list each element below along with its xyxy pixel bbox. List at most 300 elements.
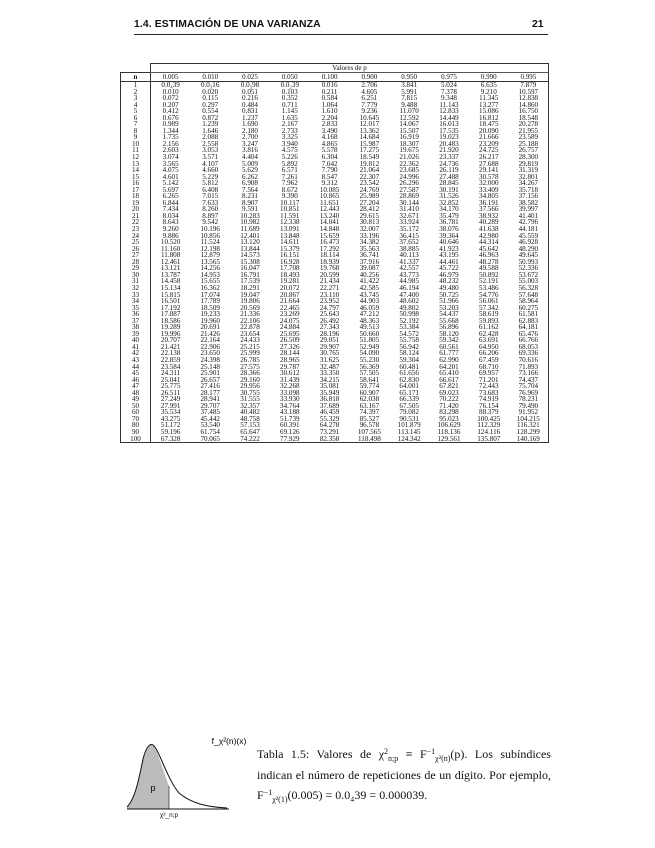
quantile-cell: 51.966 <box>439 297 459 306</box>
quantile-cell: 21.026 <box>399 153 419 162</box>
quantile-cell: 46.459 <box>319 408 340 417</box>
quantile-cell: 63.691 <box>479 336 499 345</box>
n-value-cell: 80 <box>121 422 151 429</box>
quantile-cell: 21.664 <box>280 297 300 306</box>
n-value-cell: 39 <box>121 331 151 338</box>
quantile-cell: 66.766 <box>509 337 549 344</box>
n-value-cell: 24 <box>121 233 151 240</box>
quantile-cell: 118.136 <box>437 427 461 436</box>
quantile-cell: 112.329 <box>477 421 501 430</box>
quantile-cell: 59.304 <box>399 355 419 364</box>
quantile-cell: 96.578 <box>359 421 380 430</box>
quantile-cell: 2.204 <box>321 113 338 122</box>
quantile-cell: 55.329 <box>319 414 340 423</box>
quantile-cell: 4.075 <box>162 166 179 175</box>
n-value-cell: 49 <box>121 396 151 403</box>
quantile-cell: 13.844 <box>240 244 260 253</box>
quantile-cell: 61.656 <box>399 369 419 378</box>
n-value-cell: 15 <box>121 174 151 181</box>
quantile-cell: 67.328 <box>151 436 191 443</box>
quantile-cell: 16.919 <box>399 133 419 142</box>
n-value-cell: 13 <box>121 161 151 168</box>
quantile-cell: 33.196 <box>359 231 380 240</box>
quantile-cell: 75.704 <box>509 383 549 390</box>
quantile-cell: 28.965 <box>280 355 300 364</box>
quantile-cell: 22.906 <box>200 342 220 351</box>
quantile-cell: 24.797 <box>319 303 340 312</box>
quantile-cell: 104.215 <box>509 416 549 423</box>
quantile-cell: 7.042 <box>321 159 338 168</box>
quantile-cell: 20.569 <box>240 303 260 312</box>
quantile-cell: 62.990 <box>439 355 459 364</box>
n-value-cell: 48 <box>121 390 151 397</box>
quantile-cell: 24.075 <box>280 316 300 325</box>
quantile-cell: 17.292 <box>319 244 340 253</box>
quantile-cell: 13.091 <box>280 225 300 234</box>
n-value-cell: 10 <box>121 141 151 148</box>
quantile-cell: 18.509 <box>200 303 220 312</box>
quantile-cell: 28.941 <box>200 395 220 404</box>
quantile-cell: 9.488 <box>401 100 418 109</box>
quantile-cell: 27.249 <box>160 395 181 404</box>
quantile-cell: 28.177 <box>200 388 220 397</box>
page-number: 21 <box>532 19 544 30</box>
quantile-cell: 54.572 <box>399 329 419 338</box>
quantile-cell: 17.887 <box>160 310 181 319</box>
quantile-cell: 34.267 <box>509 180 549 187</box>
quantile-cell: 50.892 <box>479 270 499 279</box>
quantile-cell: 91.952 <box>509 409 549 416</box>
quantile-cell: 37.485 <box>200 408 220 417</box>
quantile-cell: 22.878 <box>240 323 260 332</box>
quantile-cell: 7.815 <box>401 94 418 103</box>
quantile-cell: 0.872 <box>202 113 219 122</box>
quantile-cell: 7.564 <box>242 185 258 194</box>
n-value-cell: 40 <box>121 337 151 344</box>
quantile-cell: 31.526 <box>439 192 459 201</box>
quantile-cell: 20.278 <box>509 121 549 128</box>
quantile-cell: 27.488 <box>439 172 459 181</box>
quantile-cell: 20.707 <box>160 336 181 345</box>
quantile-cell: 58.619 <box>479 310 499 319</box>
quantile-cell: 42.557 <box>399 264 419 273</box>
n-value-cell: 29 <box>121 265 151 272</box>
quantile-cell: 90.531 <box>399 414 419 423</box>
curve-label: f_χ²(n)(x) <box>211 736 247 746</box>
quantile-cell: 40.289 <box>479 218 499 227</box>
quantile-cell: 26.492 <box>319 316 340 325</box>
quantile-cell: 27.575 <box>240 362 260 371</box>
quantile-cell: 88.379 <box>479 408 499 417</box>
quantile-cell: 28.196 <box>319 329 340 338</box>
quantile-cell: 4.601 <box>162 172 179 181</box>
quantile-cell: 10.851 <box>280 205 300 214</box>
quantile-cell: 25.188 <box>509 141 549 148</box>
quantile-cell: 30.755 <box>240 388 260 397</box>
quantile-cell: 69.957 <box>479 369 499 378</box>
quantile-cell: 3.841 <box>401 81 418 89</box>
quantile-cell: 7.779 <box>361 100 378 109</box>
quantile-cell: 20.072 <box>280 283 300 292</box>
quantile-cell: 51.172 <box>160 421 181 430</box>
quantile-cell: 54.776 <box>479 290 499 299</box>
n-value-cell: 36 <box>121 311 151 318</box>
quantile-cell: 61.754 <box>200 427 220 436</box>
quantile-cell: 24.996 <box>399 172 419 181</box>
quantile-cell: 8.897 <box>202 211 219 220</box>
quantile-cell: 44.461 <box>439 257 459 266</box>
quantile-cell: 71.893 <box>509 364 549 371</box>
quantile-cell: 19.289 <box>160 323 181 332</box>
quantile-cell: 24.725 <box>479 146 499 155</box>
quantile-cell: 23.952 <box>319 297 340 306</box>
quantile-cell: 0.216 <box>242 94 258 103</box>
quantile-cell: 31.319 <box>509 167 549 174</box>
quantile-cell: 52.336 <box>509 265 549 272</box>
quantile-cell: 32.000 <box>479 179 499 188</box>
quantile-cell: 42.980 <box>479 231 499 240</box>
quantile-cell: 15.379 <box>280 244 300 253</box>
n-value-cell: 50 <box>121 403 151 410</box>
quantile-cell: 4.660 <box>202 166 219 175</box>
quantile-cell: 62.883 <box>509 318 549 325</box>
quantile-cell: 1.237 <box>242 113 258 122</box>
quantile-cell: 48.232 <box>439 277 459 286</box>
quantile-cell: 13.565 <box>200 257 220 266</box>
quantile-cell: 48.278 <box>479 257 499 266</box>
quantile-cell: 0.103 <box>281 87 298 96</box>
quantile-cell: 12.198 <box>200 244 220 253</box>
n-value-cell: 7 <box>121 121 151 128</box>
quantile-cell: 44.314 <box>479 238 499 247</box>
quantile-cell: 7.434 <box>162 205 179 214</box>
quantile-cell: 23.110 <box>319 290 340 299</box>
n-value-cell: 22 <box>121 219 151 226</box>
quantile-cell: 33.930 <box>280 395 300 404</box>
n-value-cell: 43 <box>121 357 151 364</box>
table-caption: Tabla 1.5: Valores de $\chi^2_{n;p} \equiv F^{-1}_{\chi^2(n)}(p)$. Los subíndices indican el número de repeticiones de un dígito. Por ejemplo, $F^{-1}_{\chi^2(1)}(0.005) = 0.0_439 = 0.000039$. <box>257 747 551 804</box>
quantile-cell: 6.844 <box>162 198 179 207</box>
quantile-cell: 25.215 <box>240 342 260 351</box>
quantile-cell: 29.907 <box>319 342 340 351</box>
quantile-cell: 128.299 <box>509 429 549 436</box>
quantile-cell: 52.192 <box>399 316 419 325</box>
quantile-cell: 24.311 <box>161 369 181 378</box>
quantile-cell: 18.493 <box>280 270 300 279</box>
quantile-cell: 53.540 <box>200 421 220 430</box>
quantile-cell: 35.534 <box>160 408 181 417</box>
quantile-cell: 10.283 <box>240 211 260 220</box>
quantile-cell: 79.082 <box>399 408 419 417</box>
quantile-cell: 41.923 <box>439 244 459 253</box>
quantile-cell: 67.459 <box>479 355 499 364</box>
quantile-cell: 35.081 <box>319 382 340 391</box>
quantile-cell: 29.956 <box>240 382 260 391</box>
quantile-cell: 56.369 <box>359 362 380 371</box>
quantile-cell: 6.635 <box>480 81 497 89</box>
quantile-cell: 23.654 <box>240 329 260 338</box>
quantile-cell: 116.321 <box>509 422 549 429</box>
quantile-cell: 29.141 <box>479 166 499 175</box>
quantile-cell: 12.017 <box>359 120 380 129</box>
quantile-cell: 11.070 <box>399 107 419 116</box>
quantile-cell: 41.638 <box>479 225 499 234</box>
quantile-cell: 45.559 <box>509 233 549 240</box>
area-label-p: p <box>150 783 156 793</box>
quantile-cell: 53.672 <box>509 272 549 279</box>
quantile-cell: 35.949 <box>319 388 340 397</box>
n-value-cell: 26 <box>121 246 151 253</box>
quantile-cell: 69.336 <box>509 350 549 357</box>
quantile-cell: 66.617 <box>439 375 459 384</box>
quantile-cell: 14.953 <box>200 270 220 279</box>
quantile-cell: 25.643 <box>319 310 340 319</box>
quantile-cell: 22.106 <box>240 316 260 325</box>
quantile-cell: 73.166 <box>509 370 549 377</box>
quantile-cell: 0.484 <box>242 100 258 109</box>
quantile-cell: 129.561 <box>429 436 469 443</box>
quantile-cell: 0.297 <box>202 100 219 109</box>
quantile-cell: 22.271 <box>319 283 340 292</box>
quantile-cell: 9.312 <box>321 179 338 188</box>
quantile-cell: 46.979 <box>439 270 459 279</box>
quantile-cell: 7.879 <box>509 82 549 89</box>
quantile-cell: 68.710 <box>479 362 499 371</box>
quantile-cell: 16.791 <box>240 270 260 279</box>
quantile-cell: 0.211 <box>321 87 338 96</box>
quantile-cell: 59.196 <box>160 427 181 436</box>
quantile-cell: 2.558 <box>202 139 219 148</box>
quantile-cell: 13.787 <box>160 270 181 279</box>
quantile-cell: 58.964 <box>509 298 549 305</box>
quantile-cell: 19.281 <box>280 277 300 286</box>
quantile-cell: 11.345 <box>479 94 499 103</box>
quantile-cell: 16.013 <box>439 120 459 129</box>
quantile-cell: 5.229 <box>202 172 219 181</box>
quantile-cell: 4.107 <box>202 159 219 168</box>
quantile-cell: 22.307 <box>359 172 380 181</box>
quantile-cell: 19.047 <box>240 290 260 299</box>
n-value-cell: 25 <box>121 239 151 246</box>
quantile-cell: 56.061 <box>479 297 499 306</box>
quantile-cell: 49.480 <box>439 283 459 292</box>
quantile-cell: 26.509 <box>280 336 300 345</box>
p-column-header: 0.950 <box>389 73 429 82</box>
p-column-header: 0.990 <box>469 73 509 82</box>
quantile-cell: 67.821 <box>439 382 459 391</box>
quantile-cell: 61.581 <box>509 311 549 318</box>
quantile-cell: 33.350 <box>319 369 340 378</box>
n-value-cell: 30 <box>121 272 151 279</box>
quantile-cell: 67.505 <box>399 401 419 410</box>
quantile-cell: 6.304 <box>321 153 338 162</box>
quantile-cell: 12.879 <box>200 251 220 260</box>
quantile-cell: 20.090 <box>479 126 499 135</box>
quantile-cell: 3.816 <box>242 146 258 155</box>
quantile-cell: 19.806 <box>240 297 260 306</box>
quantile-cell: 15.655 <box>200 277 220 286</box>
quantile-cell: 45.442 <box>200 414 220 423</box>
quantile-cell: 14.573 <box>240 251 260 260</box>
quantile-cell: 55.230 <box>359 355 380 364</box>
quantile-cell: 3.325 <box>281 133 298 142</box>
quantile-cell: 0.412 <box>162 107 179 116</box>
n-value-cell: 41 <box>121 344 151 351</box>
quantile-cell: 50.993 <box>509 259 549 266</box>
n-value-cell: 100 <box>121 436 151 443</box>
quantile-cell: 13.362 <box>359 126 380 135</box>
quantile-cell: 0.051 <box>242 87 258 96</box>
n-value-cell: 34 <box>121 298 151 305</box>
quantile-cell: 20.867 <box>280 290 300 299</box>
quantile-cell: 16.501 <box>160 297 181 306</box>
quantile-cell: 16.812 <box>479 113 499 122</box>
quantile-cell: 43.773 <box>399 270 419 279</box>
quantile-cell: 0.831 <box>242 107 258 116</box>
n-value-cell: 35 <box>121 305 151 312</box>
n-value-cell: 5 <box>121 108 151 115</box>
quantile-cell: 17.275 <box>359 146 380 155</box>
quantile-cell: 19.812 <box>359 159 380 168</box>
quantile-cell: 14.458 <box>160 277 181 286</box>
quantile-cell: 118.498 <box>349 436 389 443</box>
n-value-cell: 27 <box>121 252 151 259</box>
quantile-cell: 32.801 <box>509 174 549 181</box>
quantile-cell: 34.805 <box>479 192 499 201</box>
quantile-cell: 12.443 <box>319 205 340 214</box>
quantile-cell: 70.222 <box>439 395 459 404</box>
quantile-cell: 70.065 <box>190 436 230 443</box>
quantile-cell: 32.487 <box>319 362 340 371</box>
n-value-cell: 90 <box>121 429 151 436</box>
quantile-cell: 10.865 <box>319 192 340 201</box>
quantile-cell: 2.180 <box>242 126 258 135</box>
quantile-cell: 66.339 <box>399 395 419 404</box>
quantile-cell: 72.443 <box>479 382 499 391</box>
quantile-cell: 66.206 <box>479 349 499 358</box>
quantile-cell: 27.326 <box>280 342 300 351</box>
quantile-cell: 14.860 <box>509 102 549 109</box>
quantile-cell: 49.802 <box>399 303 419 312</box>
quantile-cell: 0.584 <box>321 94 338 103</box>
quantile-cell: 5.226 <box>281 153 298 162</box>
n-value-cell: 21 <box>121 213 151 220</box>
quantile-cell: 19.768 <box>319 264 340 273</box>
quantile-cell: 27.416 <box>200 382 220 391</box>
quantile-cell: 2.603 <box>162 146 179 155</box>
quantile-cell: 13.848 <box>280 231 300 240</box>
quantile-cell: 6.571 <box>281 166 298 175</box>
quantile-cell: 31.555 <box>240 395 260 404</box>
quantile-cell: 57.648 <box>509 292 549 299</box>
quantile-cell: 49.588 <box>479 264 499 273</box>
quantile-cell: 8.260 <box>202 205 219 214</box>
n-value-cell: 45 <box>121 370 151 377</box>
n-value-cell: 47 <box>121 383 151 390</box>
quantile-cell: 60.561 <box>439 342 459 351</box>
quantile-cell: 55.003 <box>509 278 549 285</box>
quantile-cell: 19.023 <box>439 133 459 142</box>
quantile-cell: 25.901 <box>200 369 220 378</box>
quantile-cell: 124.342 <box>389 436 429 443</box>
quantile-cell: 62.038 <box>359 395 380 404</box>
quantile-cell: 107.565 <box>357 427 381 436</box>
quantile-cell: 14.449 <box>439 113 459 122</box>
quantile-cell: 3.247 <box>242 139 258 148</box>
quantile-cell: 36.741 <box>359 251 380 260</box>
quantile-cell: 30.144 <box>399 198 419 207</box>
quantile-cell: 6.262 <box>242 172 258 181</box>
quantile-cell: 57.505 <box>359 369 380 378</box>
quantile-cell: 21.336 <box>240 310 260 319</box>
quantile-cell: 6.265 <box>162 192 179 201</box>
quantile-cell: 30.612 <box>280 369 300 378</box>
quantile-cell: 50.725 <box>439 290 459 299</box>
quantile-cell: 24.398 <box>200 355 220 364</box>
quantile-cell: 17.535 <box>439 126 459 135</box>
quantile-cell: 14.067 <box>399 120 419 129</box>
chi-square-quantile-table <box>120 63 549 443</box>
quantile-cell: 15.507 <box>399 126 419 135</box>
n-value-cell: 60 <box>121 409 151 416</box>
quantile-cell: 7.962 <box>281 179 298 188</box>
quantile-cell: 59.774 <box>359 382 380 391</box>
quantile-cell: 44.181 <box>509 226 549 233</box>
quantile-cell: 71.201 <box>479 375 499 384</box>
n-value-cell: 70 <box>121 416 151 423</box>
quantile-cell: 22.138 <box>160 349 181 358</box>
quantile-cell: 39.087 <box>359 264 380 273</box>
quantile-cell: 0.0₄39 <box>161 81 180 89</box>
p-column-header: 0.900 <box>349 73 389 82</box>
quantile-cell: 76.154 <box>479 401 499 410</box>
p-column-header: 0.050 <box>270 73 310 82</box>
p-column-header: 0.100 <box>310 73 350 82</box>
quantile-cell: 34.215 <box>319 375 340 384</box>
n-value-cell: 42 <box>121 350 151 357</box>
quantile-cell: 35.718 <box>509 187 549 194</box>
quantile-cell: 36.415 <box>399 231 419 240</box>
quantile-cell: 35.563 <box>359 244 380 253</box>
quantile-cell: 70.616 <box>509 357 549 364</box>
quantile-cell: 135.807 <box>469 436 509 443</box>
n-value-cell: 1 <box>121 82 151 89</box>
quantile-cell: 4.404 <box>242 153 258 162</box>
quantile-cell: 9.348 <box>440 94 457 103</box>
quantile-cell: 6.408 <box>202 185 219 194</box>
quantile-cell: 9.591 <box>242 205 258 214</box>
quantile-cell: 58.120 <box>439 329 459 338</box>
p-column-header: 0.010 <box>190 73 230 82</box>
quantile-cell: 10.117 <box>280 198 300 207</box>
n-value-cell: 38 <box>121 324 151 331</box>
quantile-cell: 33.924 <box>399 218 419 227</box>
quantile-cell: 65.476 <box>509 331 549 338</box>
quantile-cell: 74.397 <box>359 408 380 417</box>
n-value-cell: 11 <box>121 147 151 154</box>
quantile-cell: 26.785 <box>240 355 260 364</box>
quantile-cell: 1.145 <box>281 107 298 116</box>
quantile-cell: 0.115 <box>202 94 219 103</box>
quantile-cell: 38.932 <box>479 211 499 220</box>
quantile-cell: 53.486 <box>479 283 499 292</box>
quantile-cell: 18.291 <box>240 283 260 292</box>
quantile-cell: 43.745 <box>359 290 380 299</box>
quantile-cell: 1.735 <box>162 133 179 142</box>
quantile-cell: 15.308 <box>240 257 260 266</box>
quantile-cell: 54.090 <box>359 349 380 358</box>
quantile-cell: 0.711 <box>281 100 298 109</box>
